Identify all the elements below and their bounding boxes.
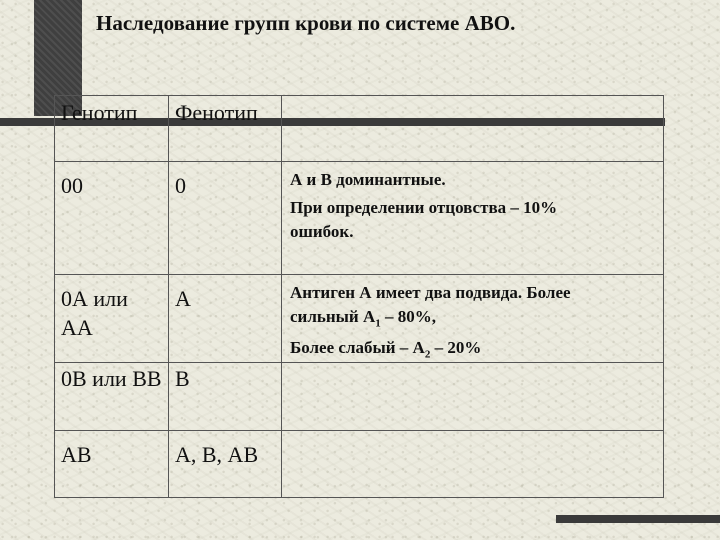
table-row (55, 162, 664, 275)
table-row (55, 275, 664, 363)
table-row (55, 363, 664, 431)
genotype-cell (55, 275, 169, 363)
genotype-cell (55, 363, 169, 431)
note-text: – 80%, (380, 306, 437, 326)
note-line: А и В доминантные. (290, 170, 446, 189)
genotype-text: 00 (61, 173, 83, 198)
blood-group-table (54, 95, 664, 498)
header-genotype-text: Генотип (61, 100, 138, 125)
decorative-bottom-line (556, 515, 720, 523)
note-cell (282, 162, 664, 275)
header-genotype (55, 96, 169, 162)
blood-group-table-wrap (54, 95, 664, 495)
slide-title: Наследование групп крови по системе АВО. (96, 11, 516, 35)
note-text: Более слабый – А (290, 337, 425, 357)
genotype-cell (55, 162, 169, 275)
note-subscript: 2 (424, 347, 431, 360)
phenotype-cell (169, 162, 282, 275)
genotype-text: 0В или ВВ (61, 366, 162, 392)
header-phenotype-text: Фенотип (175, 100, 258, 125)
note-line: При определении отцовства – 10% (290, 197, 558, 217)
note-cell (282, 431, 664, 498)
phenotype-text: В (175, 366, 190, 392)
genotype-text: 0А или АА (61, 286, 128, 340)
note-line (290, 336, 655, 363)
table-header-row (55, 96, 664, 162)
phenotype-text: 0 (175, 173, 186, 198)
genotype-cell (55, 431, 169, 498)
note-text: – 20% (430, 337, 482, 357)
note-cell (282, 275, 664, 363)
phenotype-cell (169, 431, 282, 498)
phenotype-cell (169, 363, 282, 431)
note-line: ошибок. (290, 221, 354, 241)
header-note (282, 96, 664, 162)
header-phenotype (169, 96, 282, 162)
note-subscript: 1 (375, 317, 381, 330)
table-row (55, 431, 664, 498)
note-cell (282, 363, 664, 431)
phenotype-text: А, В, АВ (175, 442, 259, 468)
note-line (290, 305, 655, 332)
genotype-text: АВ (61, 442, 92, 468)
note-text: сильный А (290, 306, 376, 326)
phenotype-cell (169, 275, 282, 363)
phenotype-text: А (175, 286, 191, 311)
note-line: Антиген А имеет два подвида. Более (290, 283, 571, 302)
